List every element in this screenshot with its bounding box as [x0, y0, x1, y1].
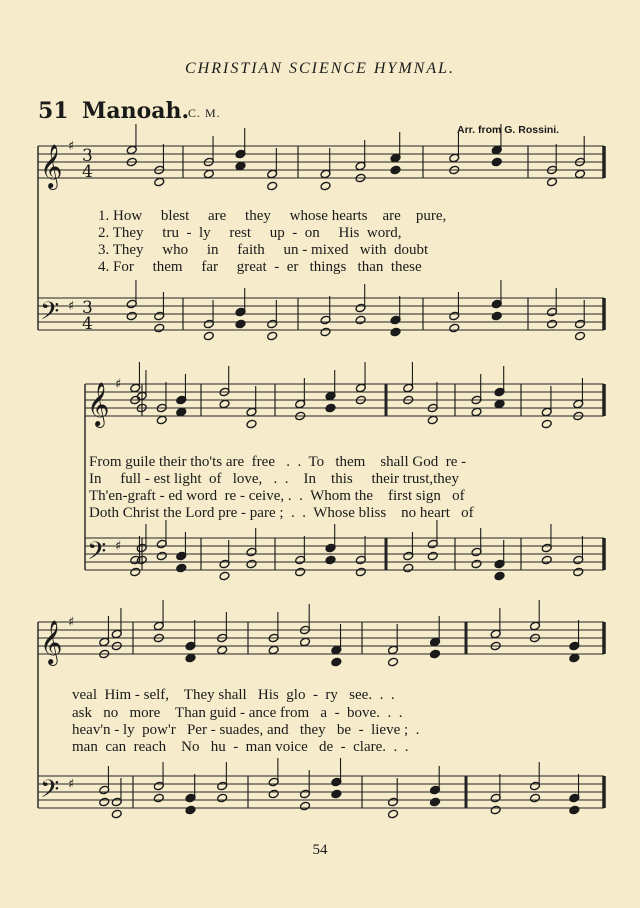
- bass-clef: 𝄢: [40, 775, 60, 810]
- key-signature-sharp: ♯: [115, 377, 122, 392]
- hymn-number: 51: [38, 98, 69, 124]
- note-head: [390, 327, 401, 337]
- note-head: [403, 563, 414, 573]
- note-head: [388, 809, 399, 819]
- time-signature-denominator: 4: [82, 162, 93, 182]
- note-head: [325, 403, 336, 413]
- bass-clef: 𝄢: [40, 297, 60, 332]
- note-head: [130, 567, 141, 577]
- note-head: [268, 789, 279, 799]
- verse-4-line-2: Doth Christ the Lord pre - pare ; . . Whose bliss no heart of: [89, 505, 474, 521]
- note-head: [427, 551, 438, 561]
- note-head: [390, 165, 401, 175]
- note-head: [331, 657, 342, 667]
- verse-4-line-1: 4. For them far great - er things than these: [98, 259, 422, 275]
- key-signature-sharp: ♯: [68, 139, 75, 154]
- note-head: [300, 637, 311, 647]
- note-head: [325, 555, 336, 565]
- note-head: [185, 805, 196, 815]
- note-head: [111, 809, 122, 819]
- verse-4-line-3: man can reach No hu - man voice de - clare. . .: [72, 739, 409, 755]
- verse-1-line-1: 1. How blest are they whose hearts are pure,: [98, 208, 447, 224]
- note-head: [235, 319, 246, 329]
- note-head: [217, 793, 228, 803]
- note-head: [449, 323, 460, 333]
- note-head: [235, 161, 246, 171]
- arranger-credit: Arr. from G. Rossini.: [457, 124, 560, 136]
- note-head: [154, 177, 165, 187]
- note-head: [490, 805, 501, 815]
- note-head: [156, 551, 167, 561]
- bass-clef: 𝄢: [87, 537, 107, 572]
- note-head: [491, 157, 502, 167]
- key-signature-sharp: ♯: [68, 777, 75, 792]
- note-head: [427, 415, 438, 425]
- note-head: [355, 315, 366, 325]
- note-head: [573, 567, 584, 577]
- note-head: [246, 559, 257, 569]
- note-head: [331, 789, 342, 799]
- note-head: [355, 567, 366, 577]
- note-head: [219, 399, 230, 409]
- note-head: [471, 407, 482, 417]
- note-head: [268, 645, 279, 655]
- note-head: [547, 177, 558, 187]
- note-head: [185, 653, 196, 663]
- note-head: [217, 645, 228, 655]
- verse-2-line-2: In full - est light of love, . . In this their trust,they: [89, 471, 459, 487]
- key-signature-sharp: ♯: [68, 615, 75, 630]
- hymn-meter: C. M.: [188, 106, 221, 120]
- note-head: [219, 571, 230, 581]
- note-head: [99, 797, 110, 807]
- note-head: [491, 311, 502, 321]
- note-head: [176, 563, 187, 573]
- note-head: [530, 793, 541, 803]
- treble-clef: 𝄞: [87, 382, 110, 426]
- page-number: 54: [312, 842, 328, 858]
- note-head: [575, 331, 586, 341]
- running-header: CHRISTIAN SCIENCE HYMNAL.: [184, 60, 455, 77]
- note-head: [388, 657, 399, 667]
- hymn-tune-name: Manoah.: [82, 98, 190, 124]
- note-head: [569, 805, 580, 815]
- verse-3-line-3: heav'n - ly pow'r Per - suades, and they be - lieve ; .: [72, 722, 420, 738]
- note-head: [176, 407, 187, 417]
- note-head: [569, 653, 580, 663]
- note-head: [246, 419, 257, 429]
- note-head: [541, 419, 552, 429]
- key-signature-sharp: ♯: [68, 299, 75, 314]
- note-head: [547, 319, 558, 329]
- note-head: [203, 169, 214, 179]
- treble-clef: 𝄞: [40, 144, 63, 188]
- time-signature-denominator: 4: [82, 314, 93, 334]
- verse-1-line-3: veal Him - self, They shall His glo - ry see. . .: [72, 687, 395, 703]
- note-head: [541, 555, 552, 565]
- verse-3-line-1: 3. They who in faith un - mixed with doubt: [98, 242, 429, 258]
- note-head: [575, 169, 586, 179]
- verse-2-line-3: ask no more Than guid - ance from a - bove. . .: [72, 705, 403, 721]
- note-head: [203, 331, 214, 341]
- note-head: [494, 399, 505, 409]
- time-signature-numerator: 3: [82, 298, 93, 318]
- note-head: [267, 181, 278, 191]
- note-head: [471, 559, 482, 569]
- note-head: [126, 311, 137, 321]
- note-head: [320, 327, 331, 337]
- verse-3-line-2: Th'en-graft - ed word re - ceive, . . Whom the first sign of: [89, 488, 465, 504]
- note-head: [153, 793, 164, 803]
- note-head: [154, 323, 165, 333]
- note-head: [430, 797, 441, 807]
- note-head: [267, 331, 278, 341]
- treble-clef: 𝄞: [40, 620, 63, 664]
- verse-2-line-1: 2. They tru - ly rest up - on His word,: [98, 225, 402, 241]
- note-head: [320, 181, 331, 191]
- key-signature-sharp: ♯: [115, 539, 122, 554]
- note-head: [295, 567, 306, 577]
- note-head: [156, 415, 167, 425]
- time-signature-numerator: 3: [82, 146, 93, 166]
- note-head: [430, 649, 441, 659]
- note-head: [494, 571, 505, 581]
- verse-1-line-2: From guile their tho'ts are free . . To them shall God re -: [89, 454, 467, 470]
- note-head: [300, 801, 311, 811]
